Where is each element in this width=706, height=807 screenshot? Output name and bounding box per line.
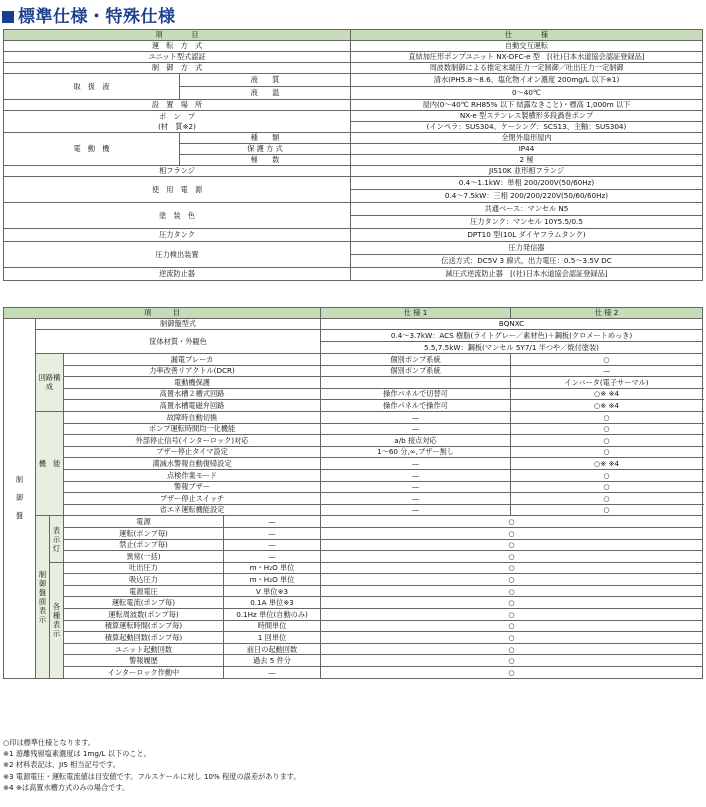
item-condition: — [224, 527, 321, 539]
item-name: 外部停止信号(インターロック)対応 [64, 435, 321, 447]
pump-sub-label: (材 質※2) [158, 122, 196, 131]
table-row [4, 268, 703, 281]
group-label-text: 制 御 盤 [15, 475, 31, 521]
sub-label: 極 数 [180, 155, 351, 166]
item-name: 電源電圧 [64, 585, 224, 597]
table-row [4, 469, 703, 481]
item-spec: ○ [321, 539, 703, 551]
table-row [4, 643, 703, 655]
table-row [4, 539, 703, 551]
group-label [4, 319, 36, 679]
table-row [4, 574, 703, 586]
table-row [4, 319, 703, 330]
item-spec: ○ [511, 469, 703, 481]
item-condition: — [321, 504, 511, 516]
item-condition: m・H₂O 単位 [224, 562, 321, 574]
footnote: ※4 ※は高置水槽方式のみの場合です。 [3, 782, 130, 792]
item-name: 禁止(ポンプ毎) [64, 539, 224, 551]
item-name: ユニット起動回数 [64, 643, 224, 655]
item-name: 吸込圧力 [64, 574, 224, 586]
row-label: 逆流防止器 [4, 268, 351, 281]
item-spec-1: — [511, 365, 703, 377]
table-row [4, 504, 703, 516]
item-condition: — [224, 516, 321, 528]
item-name: 運転周波数(ポンプ毎) [64, 609, 224, 621]
item-spec: ○ [321, 667, 703, 679]
row-label: 制 御 方 式 [4, 63, 351, 74]
table-row [4, 411, 703, 423]
item-spec: ○ [321, 585, 703, 597]
row-value: (インペラ：SUS304、ケーシング：SCS13、主軸：SUS304) [351, 122, 703, 133]
row-value: 減圧式逆流防止器 [(社)日本水道協会認証登録品] [351, 268, 703, 281]
row-label [4, 111, 351, 133]
row-value: 0.4～3.7kW：ACS 樹脂(ライトグレー／素材色)＋鋼板(クロメートめっき) [321, 330, 703, 342]
display-label: 制御盤面表示 [36, 516, 50, 678]
item-name: ブザー停止スイッチ [64, 493, 321, 505]
row-label: ユニット型式認証 [4, 52, 351, 63]
header-spec-2: 仕 様 2 [511, 308, 703, 319]
table-row [4, 400, 703, 412]
item-condition: 操作パネルで切替可 [321, 388, 511, 400]
row-label: 制御盤型式 [36, 319, 321, 330]
item-name: 吐出圧力 [64, 562, 224, 574]
table-row [4, 620, 703, 632]
item-spec: インバータ(電子サーマル) [511, 377, 703, 389]
item-spec: ○※ ※4 [511, 388, 703, 400]
row-value: 0～40℃ [351, 87, 703, 100]
footnote: ※3 電源電圧・運転電流値は目安値です。フルスケールに対し 10% 程度の誤差があります。 [3, 771, 301, 781]
table-row [4, 203, 703, 216]
item-name: 電動機保護 [64, 377, 321, 389]
table-row [4, 63, 703, 74]
table-row [4, 551, 703, 563]
item-name: 警報ブザー [64, 481, 321, 493]
standard-spec-table [3, 29, 703, 281]
table-header-row [4, 30, 703, 41]
row-value: 周波数制御による推定末端圧力一定制御／吐出圧力一定制御 [351, 63, 703, 74]
footnote: ○印は標準仕様となります。 [3, 738, 95, 747]
table-row [4, 52, 703, 63]
table-row [4, 527, 703, 539]
row-label: 取 扱 液 [4, 74, 180, 100]
item-condition: m・H₂O 単位 [224, 574, 321, 586]
row-label: 電 動 機 [4, 133, 180, 166]
measurement-label: 各種表示 [50, 562, 64, 678]
item-spec: ○ [511, 354, 703, 366]
item-condition: 操作パネルで操作可 [321, 400, 511, 412]
row-value: JIS10K 並形相フランジ [351, 166, 703, 177]
item-name: 力率改善リアクトル(DCR) [64, 365, 321, 377]
table-row [4, 177, 703, 190]
item-spec: ○ [321, 527, 703, 539]
header-spec-1: 仕 様 1 [321, 308, 511, 319]
row-value: NX-e 型ステンレス製横形多段渦巻ポンプ [351, 111, 703, 122]
table-row [4, 229, 703, 242]
item-spec: ○ [511, 504, 703, 516]
item-condition: 0.1Hz 単位(自動のみ) [224, 609, 321, 621]
item-condition: 時間単位 [224, 620, 321, 632]
function-label: 機 能 [36, 411, 64, 515]
row-value: DPT10 型(10L ダイヤフラムタンク) [351, 229, 703, 242]
item-spec: ○※ ※4 [511, 400, 703, 412]
row-value: 5.5,7.5kW：鋼板(マンセル 5Y7/1 半つや／焼付塗装) [321, 342, 703, 354]
item-condition: — [321, 481, 511, 493]
item-spec: ○ [321, 655, 703, 667]
header-spec: 仕 様 [351, 30, 703, 41]
row-label: 圧力タンク [4, 229, 351, 242]
item-condition: 1 回単位 [224, 632, 321, 644]
item-condition: — [321, 469, 511, 481]
table-row [4, 242, 703, 255]
table-row [4, 423, 703, 435]
sub-label: 種 類 [180, 133, 351, 144]
footnotes [3, 737, 301, 793]
table-row [4, 481, 703, 493]
row-value: 伝送方式：DC5V 3 線式、出力電圧：0.5～3.5V DC [351, 255, 703, 268]
row-label: 設 置 場 所 [4, 100, 351, 111]
row-value: 自動交互運転 [351, 41, 703, 52]
row-value: 0.4～1.1kW：単相 200/200V(50/60Hz) [351, 177, 703, 190]
table-row [4, 562, 703, 574]
row-label: 筐体材質・外観色 [36, 330, 321, 354]
item-spec: ○ [321, 620, 703, 632]
item-condition: 個別ポンプ系統 [321, 365, 511, 377]
table-row [4, 667, 703, 679]
item-condition: — [321, 493, 511, 505]
item-spec: ○ [321, 609, 703, 621]
item-condition [321, 377, 511, 389]
page-title-text: 標準仕様・特殊仕様 [18, 7, 176, 27]
item-condition: a/b 接点対応 [321, 435, 511, 447]
table-row [4, 388, 703, 400]
circuit-label: 回路構成 [36, 354, 64, 412]
item-condition: V 単位※3 [224, 585, 321, 597]
table-row [4, 655, 703, 667]
control-panel-spec-table [3, 307, 703, 679]
table-row [4, 458, 703, 470]
item-name: 積算運転時間(ポンプ毎) [64, 620, 224, 632]
table-row [4, 100, 703, 111]
item-name: 運転(ポンプ毎) [64, 527, 224, 539]
item-name: インターロック作動中 [64, 667, 224, 679]
row-value: 屋内(0～40℃ RH85% 以下 結露なきこと)・標高 1,000m 以下 [351, 100, 703, 111]
item-name: 運転電流(ポンプ毎) [64, 597, 224, 609]
item-name: 積算起動回数(ポンプ毎) [64, 632, 224, 644]
row-value: 2 極 [351, 155, 703, 166]
pump-label: ポ ン プ [159, 111, 195, 121]
table-row [4, 516, 703, 528]
table-row [4, 493, 703, 505]
row-value: BQNXC [321, 319, 703, 330]
item-spec: ○ [511, 435, 703, 447]
sub-label: 保 護 方 式 [180, 144, 351, 155]
item-condition: — [224, 539, 321, 551]
item-name: 電源 [64, 516, 224, 528]
item-spec: ○ [321, 562, 703, 574]
table-row [4, 632, 703, 644]
row-label: 相フランジ [4, 166, 351, 177]
item-spec: ○ [511, 493, 703, 505]
item-name: 故障時自動切換 [64, 411, 321, 423]
table-row [4, 446, 703, 458]
footnote: ※1 遊離残留塩素濃度は 1mg/L 以下のこと。 [3, 749, 151, 759]
square-bullet-icon [2, 11, 14, 23]
item-spec: ○ [511, 423, 703, 435]
table-row [4, 111, 703, 122]
item-spec: ○※ ※4 [511, 458, 703, 470]
item-spec: ○ [511, 481, 703, 493]
lamp-label: 表示灯 [50, 516, 64, 562]
table-row [4, 597, 703, 609]
item-name: 漏電ブレーカ [64, 354, 321, 366]
row-label: 運 転 方 式 [4, 41, 351, 52]
row-value: 直結加圧形ポンプユニット NX-DFC-e 型 [(社)日本水道協会認証登録品] [351, 52, 703, 63]
table-row [4, 365, 703, 377]
item-condition: — [224, 551, 321, 563]
item-spec: ○ [511, 411, 703, 423]
item-condition: 個別ポンプ系統 [321, 354, 511, 366]
item-name: 警報履歴 [64, 655, 224, 667]
item-spec: ○ [321, 551, 703, 563]
table-header-row [4, 308, 703, 319]
table-row [4, 133, 703, 144]
sub-label: 液 温 [180, 87, 351, 100]
table-row [4, 377, 703, 389]
table-row [4, 609, 703, 621]
item-spec: ○ [321, 632, 703, 644]
table-row [4, 435, 703, 447]
header-item: 項 目 [4, 30, 351, 41]
item-condition: — [321, 458, 511, 470]
sub-label: 液 質 [180, 74, 351, 87]
table-row [4, 354, 703, 366]
item-condition: 1～60 分,∞,ブザー無し [321, 446, 511, 458]
row-value: 共通ベース：マンセル N5 [351, 203, 703, 216]
table-row [4, 585, 703, 597]
item-condition: 0.1A 単位※3 [224, 597, 321, 609]
item-condition: — [224, 667, 321, 679]
item-name: 高置水槽電磁弁回路 [64, 400, 321, 412]
page-title [2, 2, 176, 27]
item-name: 異常(一括) [64, 551, 224, 563]
item-condition: — [321, 423, 511, 435]
item-name: 高置水槽２槽式回路 [64, 388, 321, 400]
item-spec: ○ [321, 643, 703, 655]
item-name: ポンプ運転時間均一化機能 [64, 423, 321, 435]
row-label: 塗 装 色 [4, 203, 351, 229]
item-spec: ○ [321, 597, 703, 609]
item-spec: ○ [321, 574, 703, 586]
table-row [4, 41, 703, 52]
row-value: 清水(PH5.8～8.6、塩化物イオン濃度 200mg/L 以下※1) [351, 74, 703, 87]
row-value: IP44 [351, 144, 703, 155]
row-value: 全閉外扇形屋内 [351, 133, 703, 144]
header-item: 項 目 [4, 308, 321, 319]
item-condition: — [321, 411, 511, 423]
row-value: 圧力発信器 [351, 242, 703, 255]
footnote: ※2 材料表記は、JIS 相当記号です。 [3, 760, 120, 770]
item-condition: 前日の起動回数 [224, 643, 321, 655]
item-name: ブザー停止タイマ設定 [64, 446, 321, 458]
table-row [4, 166, 703, 177]
table-row [4, 330, 703, 342]
row-value: 0.4～7.5kW：三相 200/200/220V(50/60/60Hz) [351, 190, 703, 203]
row-label: 圧力検出装置 [4, 242, 351, 268]
row-label: 使 用 電 源 [4, 177, 351, 203]
row-value: 圧力タンク：マンセル 10Y5.5/0.5 [351, 216, 703, 229]
item-spec: ○ [321, 516, 703, 528]
item-name: 満減水警報自動復帰設定 [64, 458, 321, 470]
table-row [4, 74, 703, 87]
item-condition: 過去 5 件分 [224, 655, 321, 667]
item-spec: ○ [511, 446, 703, 458]
item-name: 点検作業モード [64, 469, 321, 481]
item-name: 省エネ運転機能設定 [64, 504, 321, 516]
